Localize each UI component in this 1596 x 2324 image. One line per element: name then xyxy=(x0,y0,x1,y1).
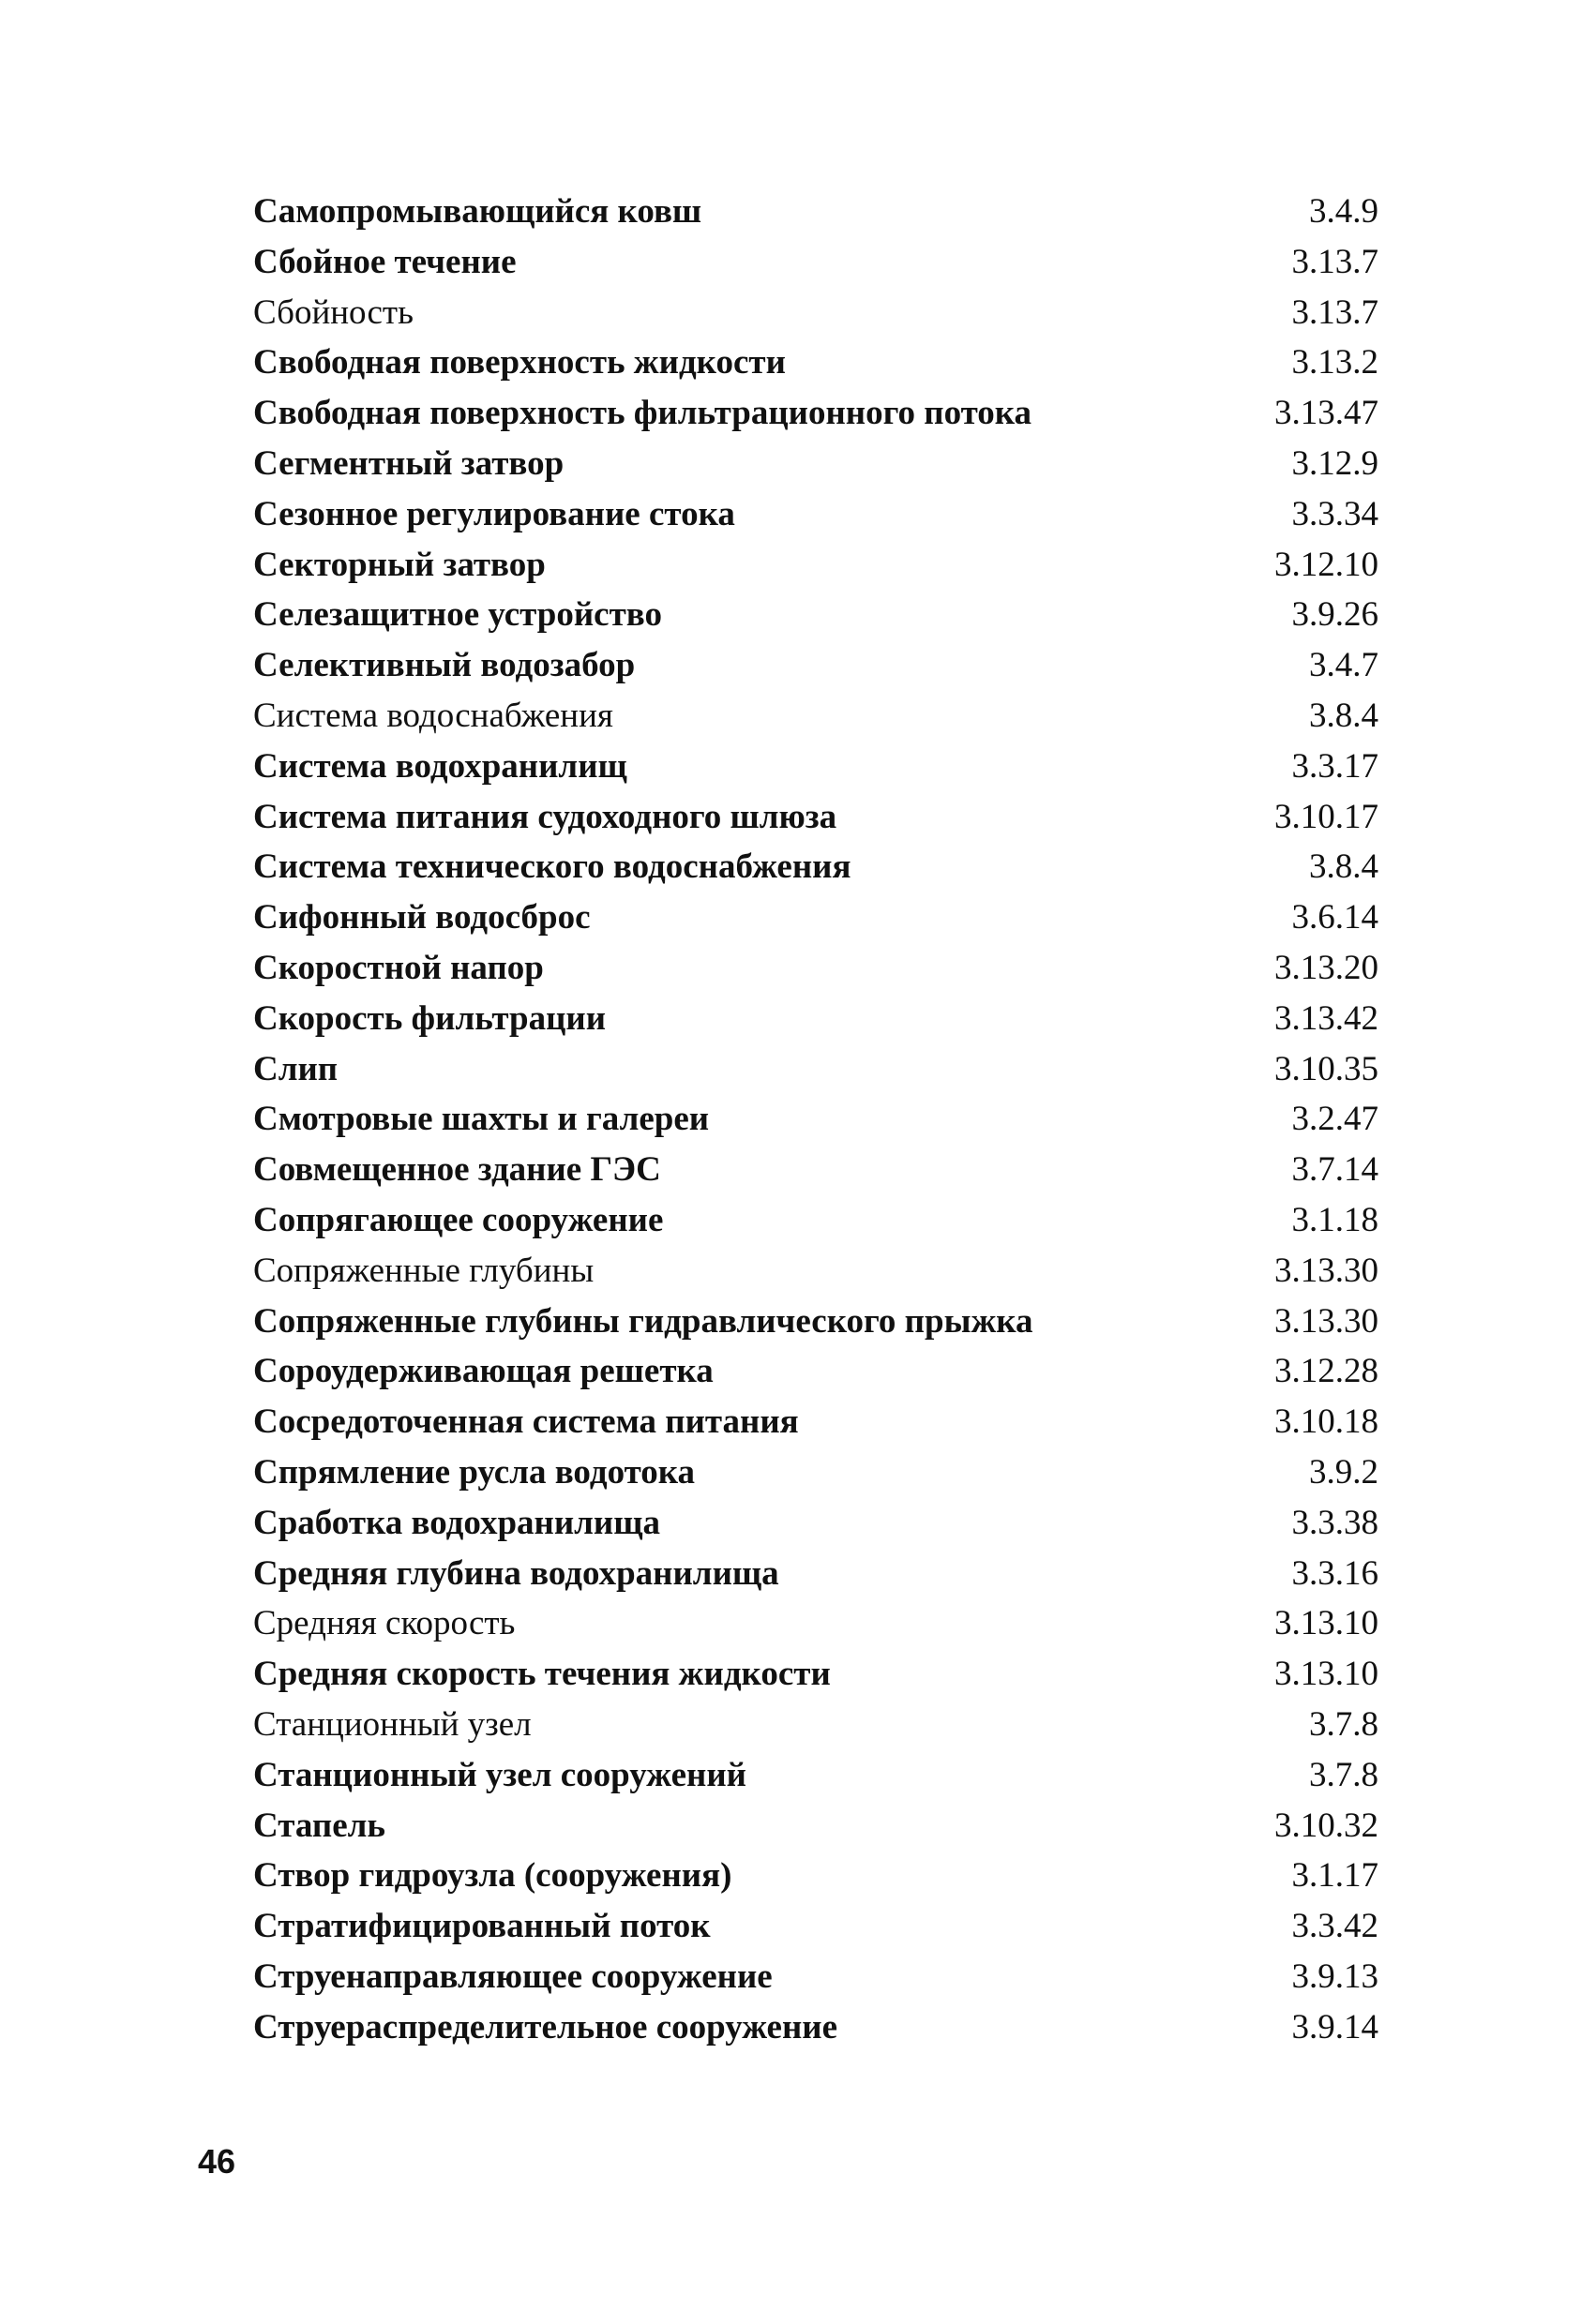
index-entry xyxy=(253,1649,1378,1700)
index-term: Сопряженные глубины гидравлического прыжка xyxy=(253,1301,1033,1341)
index-term: Станционный узел xyxy=(253,1704,532,1744)
index-reference: 3.12.28 xyxy=(1274,1352,1378,1391)
index-entry xyxy=(253,540,1378,591)
index-reference: 3.9.14 xyxy=(1291,2007,1378,2047)
index-reference: 3.10.18 xyxy=(1274,1402,1378,1442)
index-entry xyxy=(253,489,1378,540)
index-entry xyxy=(253,1297,1378,1347)
index-entry xyxy=(253,288,1378,338)
index-reference: 3.12.10 xyxy=(1274,545,1378,584)
index-reference: 3.1.17 xyxy=(1291,1856,1378,1896)
term-index-list xyxy=(253,187,1378,2052)
index-entry xyxy=(253,1901,1378,1952)
index-term: Сегментный затвор xyxy=(253,443,565,483)
index-term: Смотровые шахты и галереи xyxy=(253,1100,710,1139)
index-term: Селективный водозабор xyxy=(253,646,636,685)
index-term: Селезащитное устройство xyxy=(253,595,662,635)
index-term: Станционный узел сооружений xyxy=(253,1755,746,1794)
page-number: 46 xyxy=(198,2142,236,2181)
index-reference: 3.6.14 xyxy=(1291,898,1378,937)
index-reference: 3.13.7 xyxy=(1291,292,1378,332)
index-reference: 3.8.4 xyxy=(1309,847,1378,887)
index-term: Сезонное регулирование стока xyxy=(253,494,735,533)
index-term: Система водохранилищ xyxy=(253,746,627,786)
index-reference: 3.3.38 xyxy=(1291,1503,1378,1542)
index-term: Сработка водохранилища xyxy=(253,1503,660,1542)
index-term: Струенаправляющее сооружение xyxy=(253,1957,773,1996)
index-reference: 3.12.9 xyxy=(1291,443,1378,483)
index-reference: 3.13.2 xyxy=(1291,343,1378,382)
index-term: Средняя скорость течения жидкости xyxy=(253,1655,831,1694)
index-entry xyxy=(253,892,1378,943)
index-reference: 3.10.17 xyxy=(1274,797,1378,836)
index-term: Скорость фильтрации xyxy=(253,998,607,1038)
index-entry xyxy=(253,792,1378,843)
index-reference: 3.13.10 xyxy=(1274,1604,1378,1643)
index-reference: 3.4.7 xyxy=(1309,646,1378,685)
index-entry xyxy=(253,1246,1378,1297)
index-entry xyxy=(253,842,1378,892)
index-term: Сороудерживающая решетка xyxy=(253,1352,714,1391)
index-reference: 3.9.13 xyxy=(1291,1957,1378,1996)
index-reference: 3.13.20 xyxy=(1274,948,1378,987)
index-term: Слип xyxy=(253,1049,339,1088)
index-entry xyxy=(253,1952,1378,2002)
index-entry xyxy=(253,1195,1378,1246)
index-reference: 3.13.7 xyxy=(1291,242,1378,281)
index-reference: 3.9.26 xyxy=(1291,595,1378,635)
index-term: Самопромывающийся ковш xyxy=(253,192,702,231)
index-reference: 3.10.35 xyxy=(1274,1049,1378,1088)
index-term: Стапель xyxy=(253,1806,385,1845)
index-entry xyxy=(253,1750,1378,1801)
index-term: Система водоснабжения xyxy=(253,696,613,735)
index-entry xyxy=(253,1346,1378,1397)
index-term: Средняя скорость xyxy=(253,1604,516,1643)
index-term: Сопряженные глубины xyxy=(253,1251,595,1290)
index-reference: 3.13.47 xyxy=(1274,394,1378,433)
index-reference: 3.3.42 xyxy=(1291,1907,1378,1946)
index-entry xyxy=(253,1801,1378,1852)
index-entry xyxy=(253,1397,1378,1447)
index-entry xyxy=(253,388,1378,439)
index-reference: 3.1.18 xyxy=(1291,1200,1378,1239)
index-term: Секторный затвор xyxy=(253,545,546,584)
index-entry xyxy=(253,337,1378,388)
index-term: Стратифицированный поток xyxy=(253,1907,711,1946)
index-entry xyxy=(253,1700,1378,1750)
index-entry xyxy=(253,1498,1378,1549)
index-term: Сосредоточенная система питания xyxy=(253,1402,799,1442)
index-entry xyxy=(253,2002,1378,2053)
index-reference: 3.3.34 xyxy=(1291,494,1378,533)
index-reference: 3.7.8 xyxy=(1309,1755,1378,1794)
index-reference: 3.13.10 xyxy=(1274,1655,1378,1694)
index-reference: 3.3.16 xyxy=(1291,1553,1378,1593)
index-term: Створ гидроузла (сооружения) xyxy=(253,1856,732,1896)
index-term: Средняя глубина водохранилища xyxy=(253,1553,779,1593)
index-entry xyxy=(253,742,1378,792)
index-entry xyxy=(253,1145,1378,1195)
index-entry xyxy=(253,237,1378,288)
index-reference: 3.7.8 xyxy=(1309,1704,1378,1744)
index-entry xyxy=(253,1598,1378,1649)
index-term: Сбойность xyxy=(253,292,414,332)
index-term: Совмещенное здание ГЭС xyxy=(253,1150,661,1190)
index-reference: 3.13.30 xyxy=(1274,1251,1378,1290)
index-reference: 3.13.42 xyxy=(1274,998,1378,1038)
index-term: Система технического водоснабжения xyxy=(253,847,851,887)
index-entry xyxy=(253,691,1378,742)
index-reference: 3.13.30 xyxy=(1274,1301,1378,1341)
index-entry xyxy=(253,1094,1378,1145)
index-entry xyxy=(253,640,1378,691)
index-entry xyxy=(253,439,1378,489)
index-term: Струераспределительное сооружение xyxy=(253,2007,838,2047)
index-entry xyxy=(253,1851,1378,1901)
index-term: Сопрягающее сооружение xyxy=(253,1200,664,1239)
index-term: Система питания судоходного шлюза xyxy=(253,797,837,836)
index-reference: 3.10.32 xyxy=(1274,1806,1378,1845)
index-reference: 3.2.47 xyxy=(1291,1100,1378,1139)
index-entry xyxy=(253,187,1378,237)
index-term: Скоростной напор xyxy=(253,948,544,987)
index-reference: 3.9.2 xyxy=(1309,1452,1378,1492)
index-entry xyxy=(253,590,1378,640)
index-entry xyxy=(253,1447,1378,1498)
index-term: Свободная поверхность фильтрационного потока xyxy=(253,394,1032,433)
index-entry xyxy=(253,1549,1378,1599)
index-term: Сбойное течение xyxy=(253,242,517,281)
index-reference: 3.3.17 xyxy=(1291,746,1378,786)
index-reference: 3.4.9 xyxy=(1309,192,1378,231)
index-reference: 3.7.14 xyxy=(1291,1150,1378,1190)
index-entry xyxy=(253,994,1378,1044)
index-reference: 3.8.4 xyxy=(1309,696,1378,735)
index-term: Свободная поверхность жидкости xyxy=(253,343,786,382)
index-term: Сифонный водосброс xyxy=(253,898,591,937)
index-entry xyxy=(253,943,1378,994)
index-term: Спрямление русла водотока xyxy=(253,1452,696,1492)
index-entry xyxy=(253,1044,1378,1095)
